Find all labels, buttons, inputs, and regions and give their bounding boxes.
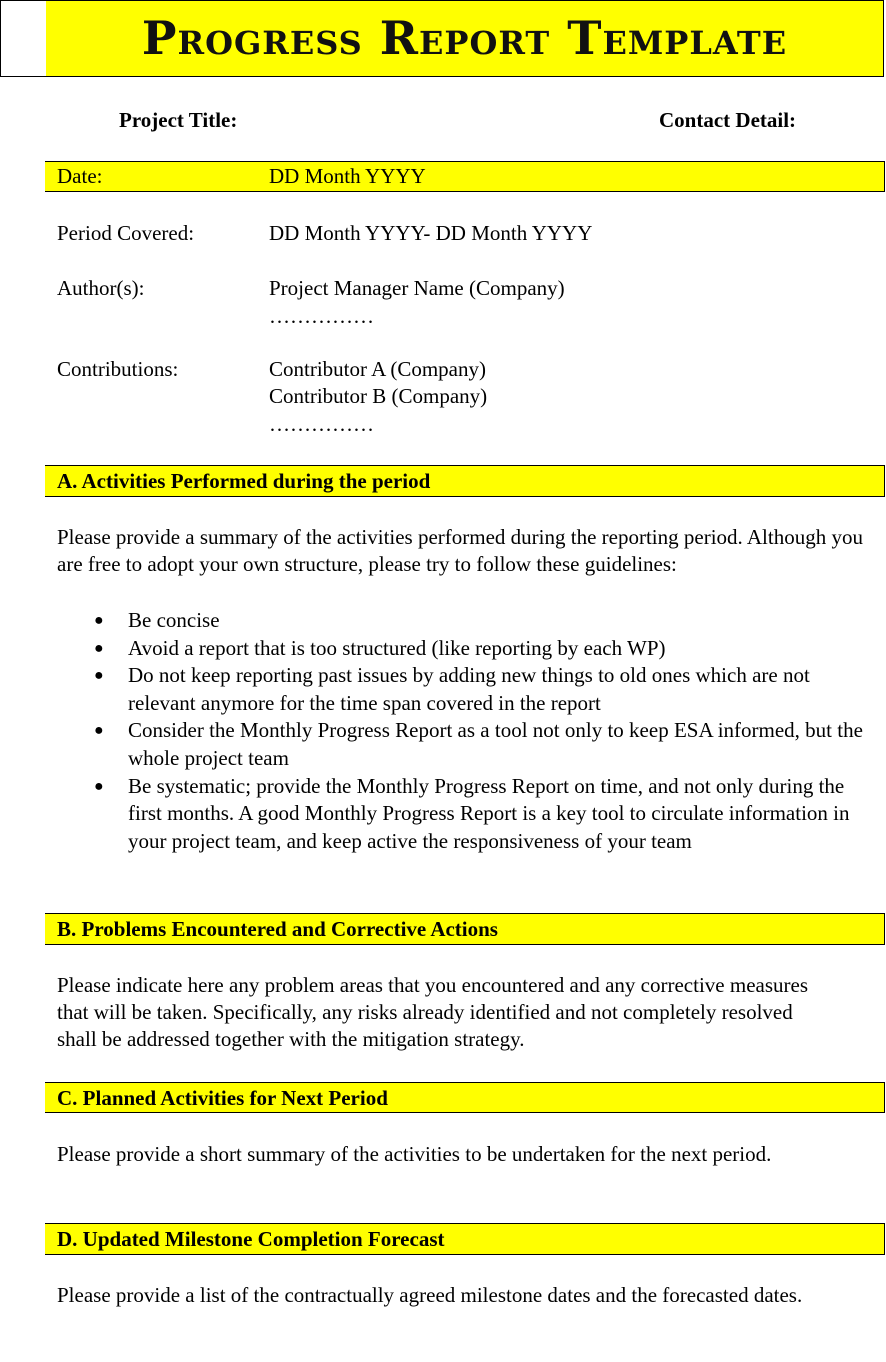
section-c-heading: C. Planned Activities for Next Period <box>57 1086 388 1110</box>
contributor-a: Contributor A (Company) <box>269 357 486 381</box>
list-item-text: Do not keep reporting past issues by adding new things to old ones which are not relevant anymore for the time span covered in the report <box>128 663 810 715</box>
date-value: DD Month YYYY <box>269 164 426 188</box>
contact-detail-label: Contact Detail: <box>659 108 797 132</box>
section-a-heading: A. Activities Performed during the period <box>57 469 431 493</box>
authors-label: Author(s): <box>57 276 145 300</box>
bullet-icon: ● <box>94 667 104 685</box>
authors-value: Project Manager Name (Company) <box>269 276 565 300</box>
bullet-icon: ● <box>94 722 104 740</box>
contributor-b: Contributor B (Company) <box>269 384 488 408</box>
bullet-icon: ● <box>94 612 104 629</box>
section-a-guidelines <box>57 607 872 855</box>
bullet-icon: ● <box>94 639 104 657</box>
section-d-heading: D. Updated Milestone Completion Forecast <box>57 1227 445 1251</box>
section-b-heading: B. Problems Encountered and Corrective Actions <box>57 917 498 941</box>
section-b-body: Please indicate here any problem areas that you encountered and any corrective measures that will be taken. Specifically, any risks already identified and not completely resolved shall be addressed together with the mitigation strategy. <box>57 973 808 1052</box>
period-value: DD Month YYYY- DD Month YYYY <box>269 221 593 245</box>
list-item-text: Consider the Monthly Progress Report as a tool not only to keep ESA informed, but the whole project team <box>128 718 863 770</box>
date-label: Date: <box>57 164 103 188</box>
list-item <box>57 607 872 635</box>
list-item <box>57 773 872 856</box>
date-band <box>45 161 885 192</box>
list-item-text: Be systematic; provide the Monthly Progress Report on time, and not only during the first months. A good Monthly Progress Report is a key tool to circulate information in your project team, and keep active the responsiveness of your team <box>128 773 850 853</box>
contributions-label: Contributions: <box>57 357 179 381</box>
section-a-intro: Please provide a summary of the activities performed during the reporting period. Although you are free to adopt your own structure, please try to follow these guidelines: <box>57 525 863 577</box>
project-title-label: Project Title: <box>119 108 238 132</box>
section-d-body: Please provide a list of the contractually agreed milestone dates and the forecasted dates. <box>57 1283 803 1307</box>
period-label: Period Covered: <box>57 221 195 245</box>
page-title: Progress Report Template <box>141 11 788 65</box>
section-c-body: Please provide a short summary of the activities to be undertaken for the next period. <box>57 1142 772 1166</box>
list-item <box>57 717 872 772</box>
list-item-text: Avoid a report that is too structured (like reporting by each WP) <box>128 635 666 660</box>
list-item-text: Be concise <box>128 608 220 632</box>
contributions-placeholder: …………… <box>269 412 374 436</box>
list-item <box>57 635 872 663</box>
bullet-icon: ● <box>94 777 104 795</box>
authors-placeholder: …………… <box>269 304 374 328</box>
list-item <box>57 662 872 717</box>
